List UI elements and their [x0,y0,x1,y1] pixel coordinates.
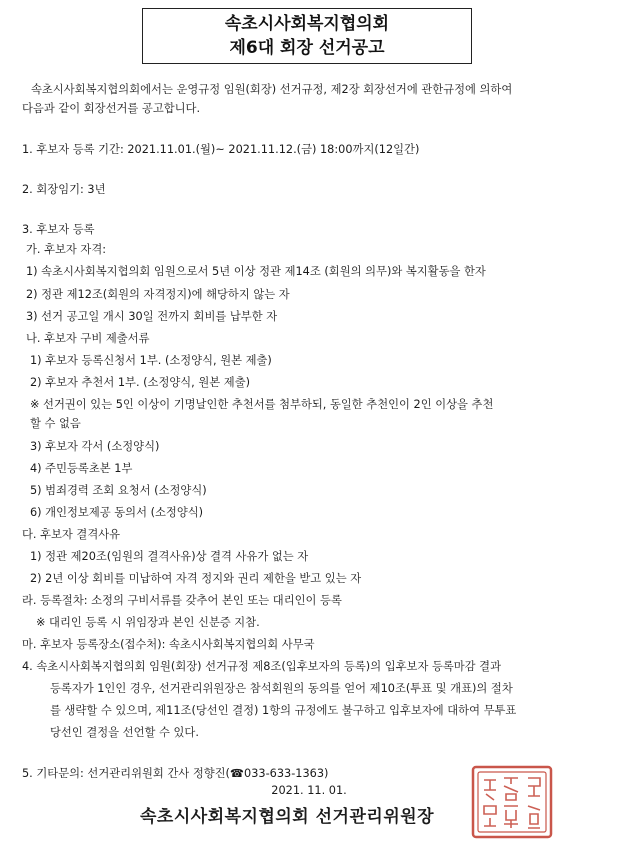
list-item: 5) 범죄경력 조회 요청서 (소정양식) [30,484,207,497]
section-4-paragraph [22,656,607,744]
section-3-ra-heading: 라. 등록절차: 소정의 구비서류를 갖추어 본인 또는 대리인이 등록 [22,594,342,607]
section-4-line: 당선인 결정을 선언할 수 있다. [50,726,199,739]
intro-paragraph [22,80,606,118]
official-seal-stamp [470,764,554,840]
section-4-line: 를 생략할 수 있으며, 제11조(당선인 결정) 1항의 규정에도 불구하고 입후보자에 대하여 무투표 [50,704,517,717]
note-text: ※ 대리인 등록 시 위임장과 본인 신분증 지참. [36,616,260,629]
organization-title: 속초시사회복지협의회 [224,14,390,34]
title-box [142,8,472,64]
list-item: 1) 정관 제20조(임원의 결격사유)상 결격 사유가 없는 자 [30,550,309,563]
section-3-na-heading: 나. 후보자 구비 제출서류 [26,332,150,345]
list-item: 2) 2년 이상 회비를 미납하여 자격 정지와 권리 제한을 받고 있는 자 [30,572,362,585]
section-3-heading: 3. 후보자 등록 [22,223,95,236]
list-item: 2) 정관 제12조(회원의 자격정지)에 해당하지 않는 자 [26,288,290,301]
intro-line-1: 속초시사회복지협의회에서는 운영규정 임원(회장) 선거규정, 제2장 회장선거에 관한규정에 의하여 [31,83,513,96]
list-item: 1) 속초시사회복지협의회 임원으로서 5년 이상 정관 제14조 (회원의 의무)와 복지활동을 한자 [26,265,486,278]
section-2-term: 2. 회장임기: 3년 [22,183,106,196]
list-item: 1) 후보자 등록신청서 1부. (소정양식, 원본 제출) [30,354,272,367]
section-3-da-heading: 다. 후보자 결격사유 [22,528,121,541]
list-item: 3) 후보자 각서 (소정양식) [30,440,160,453]
list-item: 4) 주민등록초본 1부 [30,462,133,475]
section-5-contact: 5. 기타문의: 선거관리위원회 간사 정향진(☎033-633-1363) [22,767,329,780]
list-item: 2) 후보자 추천서 1부. (소정양식, 원본 제출) [30,376,251,389]
intro-line-2: 다음과 같이 회장선거를 공고합니다. [22,102,201,115]
list-item: 6) 개인정보제공 동의서 (소정양식) [30,506,204,519]
section-4-line: 등록자가 1인인 경우, 선거관리위원장은 참석회원의 동의를 얻어 제10조(투표 및 개표)의 절차 [50,682,513,695]
notice-title: 제6대 회장 선거공고 [229,38,385,58]
section-3-ma-location: 마. 후보자 등록장소(접수처): 속초시사회복지협의회 사무국 [22,638,315,651]
section-4-line: 4. 속초시사회복지협의회 임원(회장) 선거규정 제8조(입후보자의 등록)의 입후보자 등록마감 결과 [22,660,502,673]
list-item: 3) 선거 공고일 개시 30일 전까지 회비를 납부한 자 [26,310,278,323]
section-1-registration-period: 1. 후보자 등록 기간: 2021.11.01.(월)~ 2021.11.12.(금) 18:00까지(12일간) [22,143,420,156]
signature-line: 속초시사회복지협의회 선거관리위원장 [140,807,435,827]
note-text: ※ 선거권이 있는 5인 이상이 기명날인한 추천서를 첨부하되, 동일한 추천인이 2인 이상을 추천 [30,398,494,411]
note-text-continued: 할 수 없음 [30,417,81,430]
section-3-ga-heading: 가. 후보자 자격: [26,243,107,256]
notice-date: 2021. 11. 01. [271,784,347,797]
